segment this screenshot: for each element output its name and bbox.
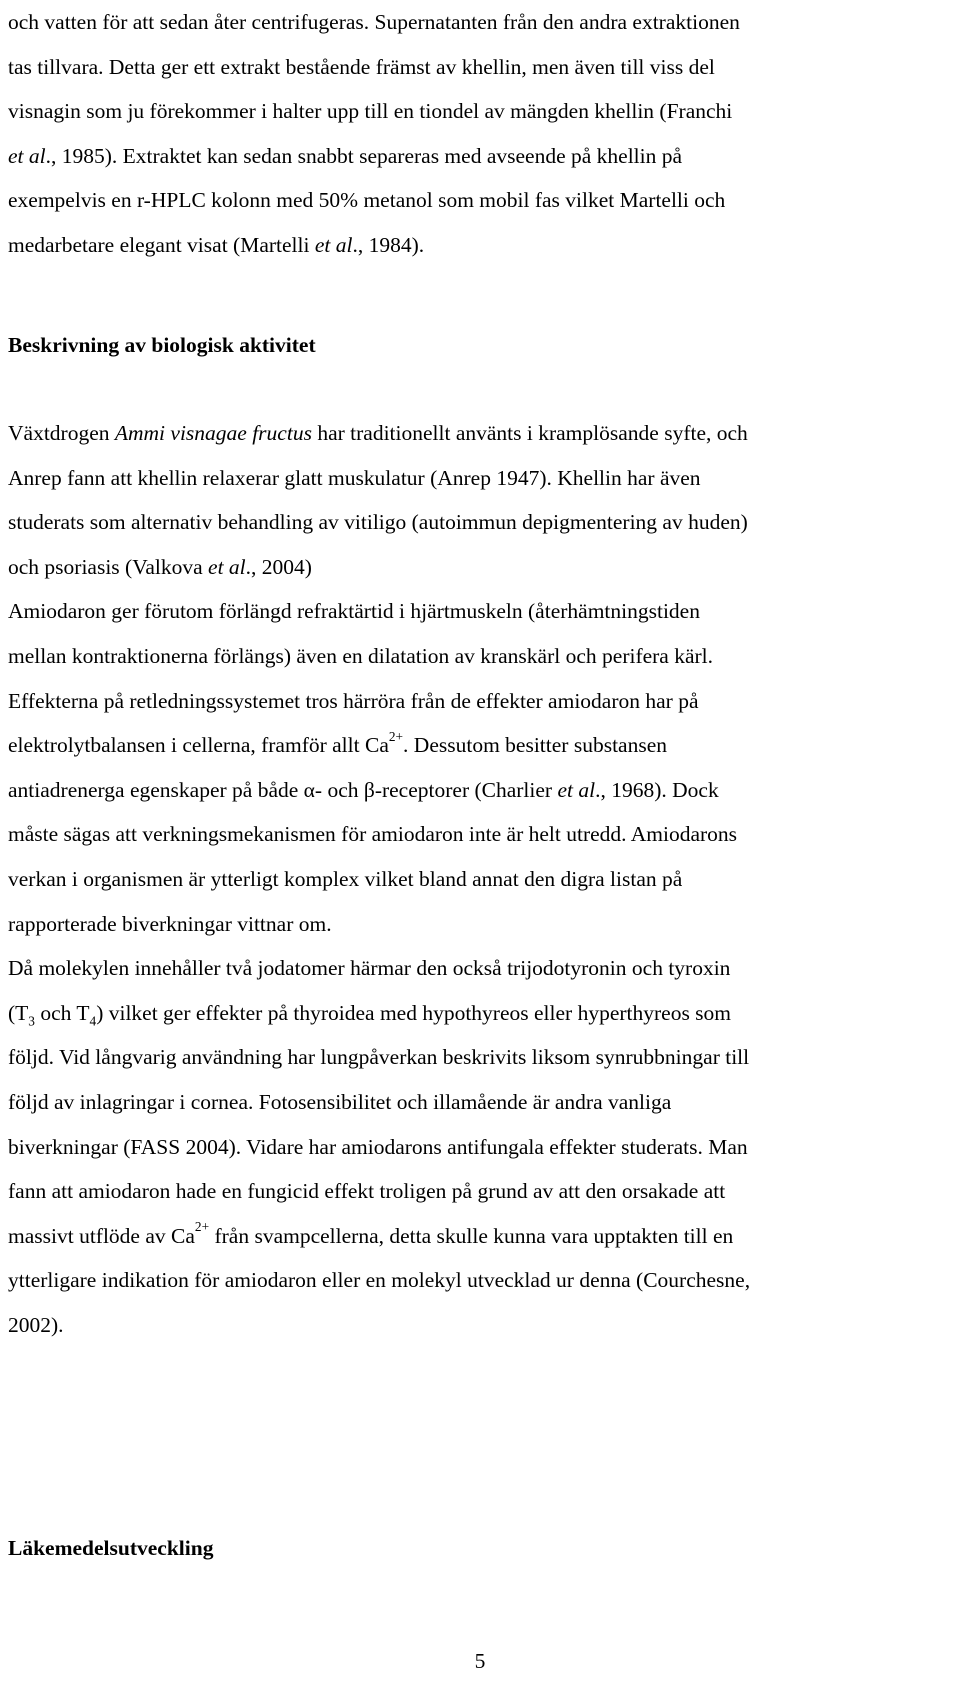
page-number: 5 xyxy=(474,1649,486,1673)
text-segment: elektrolytbalansen i cellerna, framför allt Ca xyxy=(8,733,389,758)
text-line xyxy=(8,1125,952,1170)
text-segment: ytterligare indikation för amiodaron eller en molekyl utvecklad ur denna (Courchesne, xyxy=(8,1268,751,1293)
text-segment: Effekterna på retledningssystemet tros härröra från de effekter amiodaron har på xyxy=(8,688,699,713)
text-segment: 2+ xyxy=(194,1219,210,1235)
text-line xyxy=(8,1080,952,1125)
text-segment: och T xyxy=(34,1000,90,1025)
text-segment: ., 1984). xyxy=(352,232,425,257)
text-segment: et al xyxy=(208,554,246,579)
text-segment: och psoriasis (Valkova xyxy=(8,554,209,579)
text-segment: medarbetare elegant visat (Martelli xyxy=(8,232,315,257)
text-segment: Anrep fann att khellin relaxerar glatt muskulatur (Anrep 1947). Khellin har även xyxy=(8,465,701,490)
text-segment: och vatten för att sedan åter centrifugeras. Supernatanten från den andra extraktionen xyxy=(8,10,740,34)
text-line xyxy=(8,1169,952,1214)
text-segment: ., 2004) xyxy=(245,554,312,579)
text-line xyxy=(8,857,952,902)
text-segment: antiadrenerga egenskaper på både α- och β-receptorer (Charlier xyxy=(8,777,558,802)
text-line xyxy=(8,545,952,590)
text-segment: 3 xyxy=(28,1013,35,1029)
text-line xyxy=(8,1214,952,1259)
text-segment: ) vilket ger effekter på thyroidea med hypothyreos eller hyperthyreos som xyxy=(96,1000,732,1025)
text-line xyxy=(8,0,952,45)
text-line xyxy=(8,946,952,991)
paragraph-extraction xyxy=(8,0,952,268)
paragraph-biological-activity xyxy=(8,411,952,1347)
text-segment: et al xyxy=(557,777,596,802)
text-segment: måste sägas att verkningsmekanismen för amiodaron inte är helt utredd. Amiodarons xyxy=(8,822,738,847)
text-segment: ., 1985). Extraktet kan sedan snabbt separeras med avseende på khellin på xyxy=(45,143,683,168)
text-segment: följd av inlagringar i cornea. Fotosensibilitet och illamående är andra vanliga xyxy=(8,1089,672,1114)
text-line xyxy=(8,456,952,501)
text-segment: Amiodaron ger förutom förlängd refraktärtid i hjärtmuskeln (återhämtningstiden xyxy=(8,599,700,624)
text-segment: följd. Vid långvarig användning har lungpåverkan beskrivits liksom synrubbningar till xyxy=(8,1045,750,1070)
text-line xyxy=(8,178,952,223)
text-segment: Växtdrogen xyxy=(8,421,115,445)
text-line xyxy=(8,500,952,545)
text-segment: mellan kontraktionerna förlängs) även en dilatation av kranskärl och perifera kärl. xyxy=(8,643,714,668)
text-line xyxy=(8,991,952,1036)
text-segment: biverkningar (FASS 2004). Vidare har amiodarons antifungala effekter studerats. Man xyxy=(8,1134,748,1159)
text-segment: rapporterade biverkningar vittnar om. xyxy=(8,911,332,936)
section-heading-biological-activity: Beskrivning av biologisk aktivitet xyxy=(8,333,316,357)
text-line xyxy=(8,223,952,268)
text-line xyxy=(8,723,952,768)
text-line xyxy=(8,411,952,456)
text-segment: exempelvis en r-HPLC kolonn med 50% metanol som mobil fas vilket Martelli och xyxy=(8,188,726,213)
text-segment: et al xyxy=(8,143,46,168)
text-segment: massivt utflöde av Ca xyxy=(8,1223,195,1248)
text-segment: 2+ xyxy=(388,728,404,744)
text-segment: har traditionellt använts i kramplösande syfte, och xyxy=(311,421,748,445)
text-segment: tas tillvara. Detta ger ett extrakt bestående främst av khellin, men även till viss del xyxy=(8,54,715,79)
text-segment: studerats som alternativ behandling av vitiligo (autoimmun depigmentering av huden) xyxy=(8,510,748,535)
text-segment: fann att amiodaron hade en fungicid effekt troligen på grund av att den orsakade att xyxy=(8,1179,726,1204)
text-segment: verkan i organismen är ytterligt komplex vilket bland annat den digra listan på xyxy=(8,866,683,891)
text-segment: (T xyxy=(8,1000,29,1025)
text-line xyxy=(8,45,952,90)
text-segment: Ammi visnagae fructus xyxy=(114,421,312,445)
text-line xyxy=(8,134,952,179)
text-line xyxy=(8,589,952,634)
text-line xyxy=(8,812,952,857)
text-line xyxy=(8,1258,952,1303)
text-segment: Då molekylen innehåller två jodatomer härmar den också trijodotyronin och tyroxin xyxy=(8,956,731,981)
text-line xyxy=(8,768,952,813)
text-line xyxy=(8,902,952,947)
text-line xyxy=(8,679,952,724)
text-line xyxy=(8,1303,952,1348)
text-line xyxy=(8,634,952,679)
text-segment: visnagin som ju förekommer i halter upp till en tiondel av mängden khellin (Franchi xyxy=(8,99,733,124)
text-segment: 2002). xyxy=(8,1312,64,1337)
section-heading-drug-development: Läkemedelsutveckling xyxy=(8,1536,214,1560)
text-segment: ., 1968). Dock xyxy=(595,777,719,802)
text-segment: 4 xyxy=(89,1013,97,1029)
text-segment: et al xyxy=(314,232,353,257)
text-line xyxy=(8,89,952,134)
text-line xyxy=(8,1035,952,1080)
text-segment: från svampcellerna, detta skulle kunna vara upptakten till en xyxy=(209,1223,734,1248)
text-segment: . Dessutom besitter substansen xyxy=(403,733,667,758)
